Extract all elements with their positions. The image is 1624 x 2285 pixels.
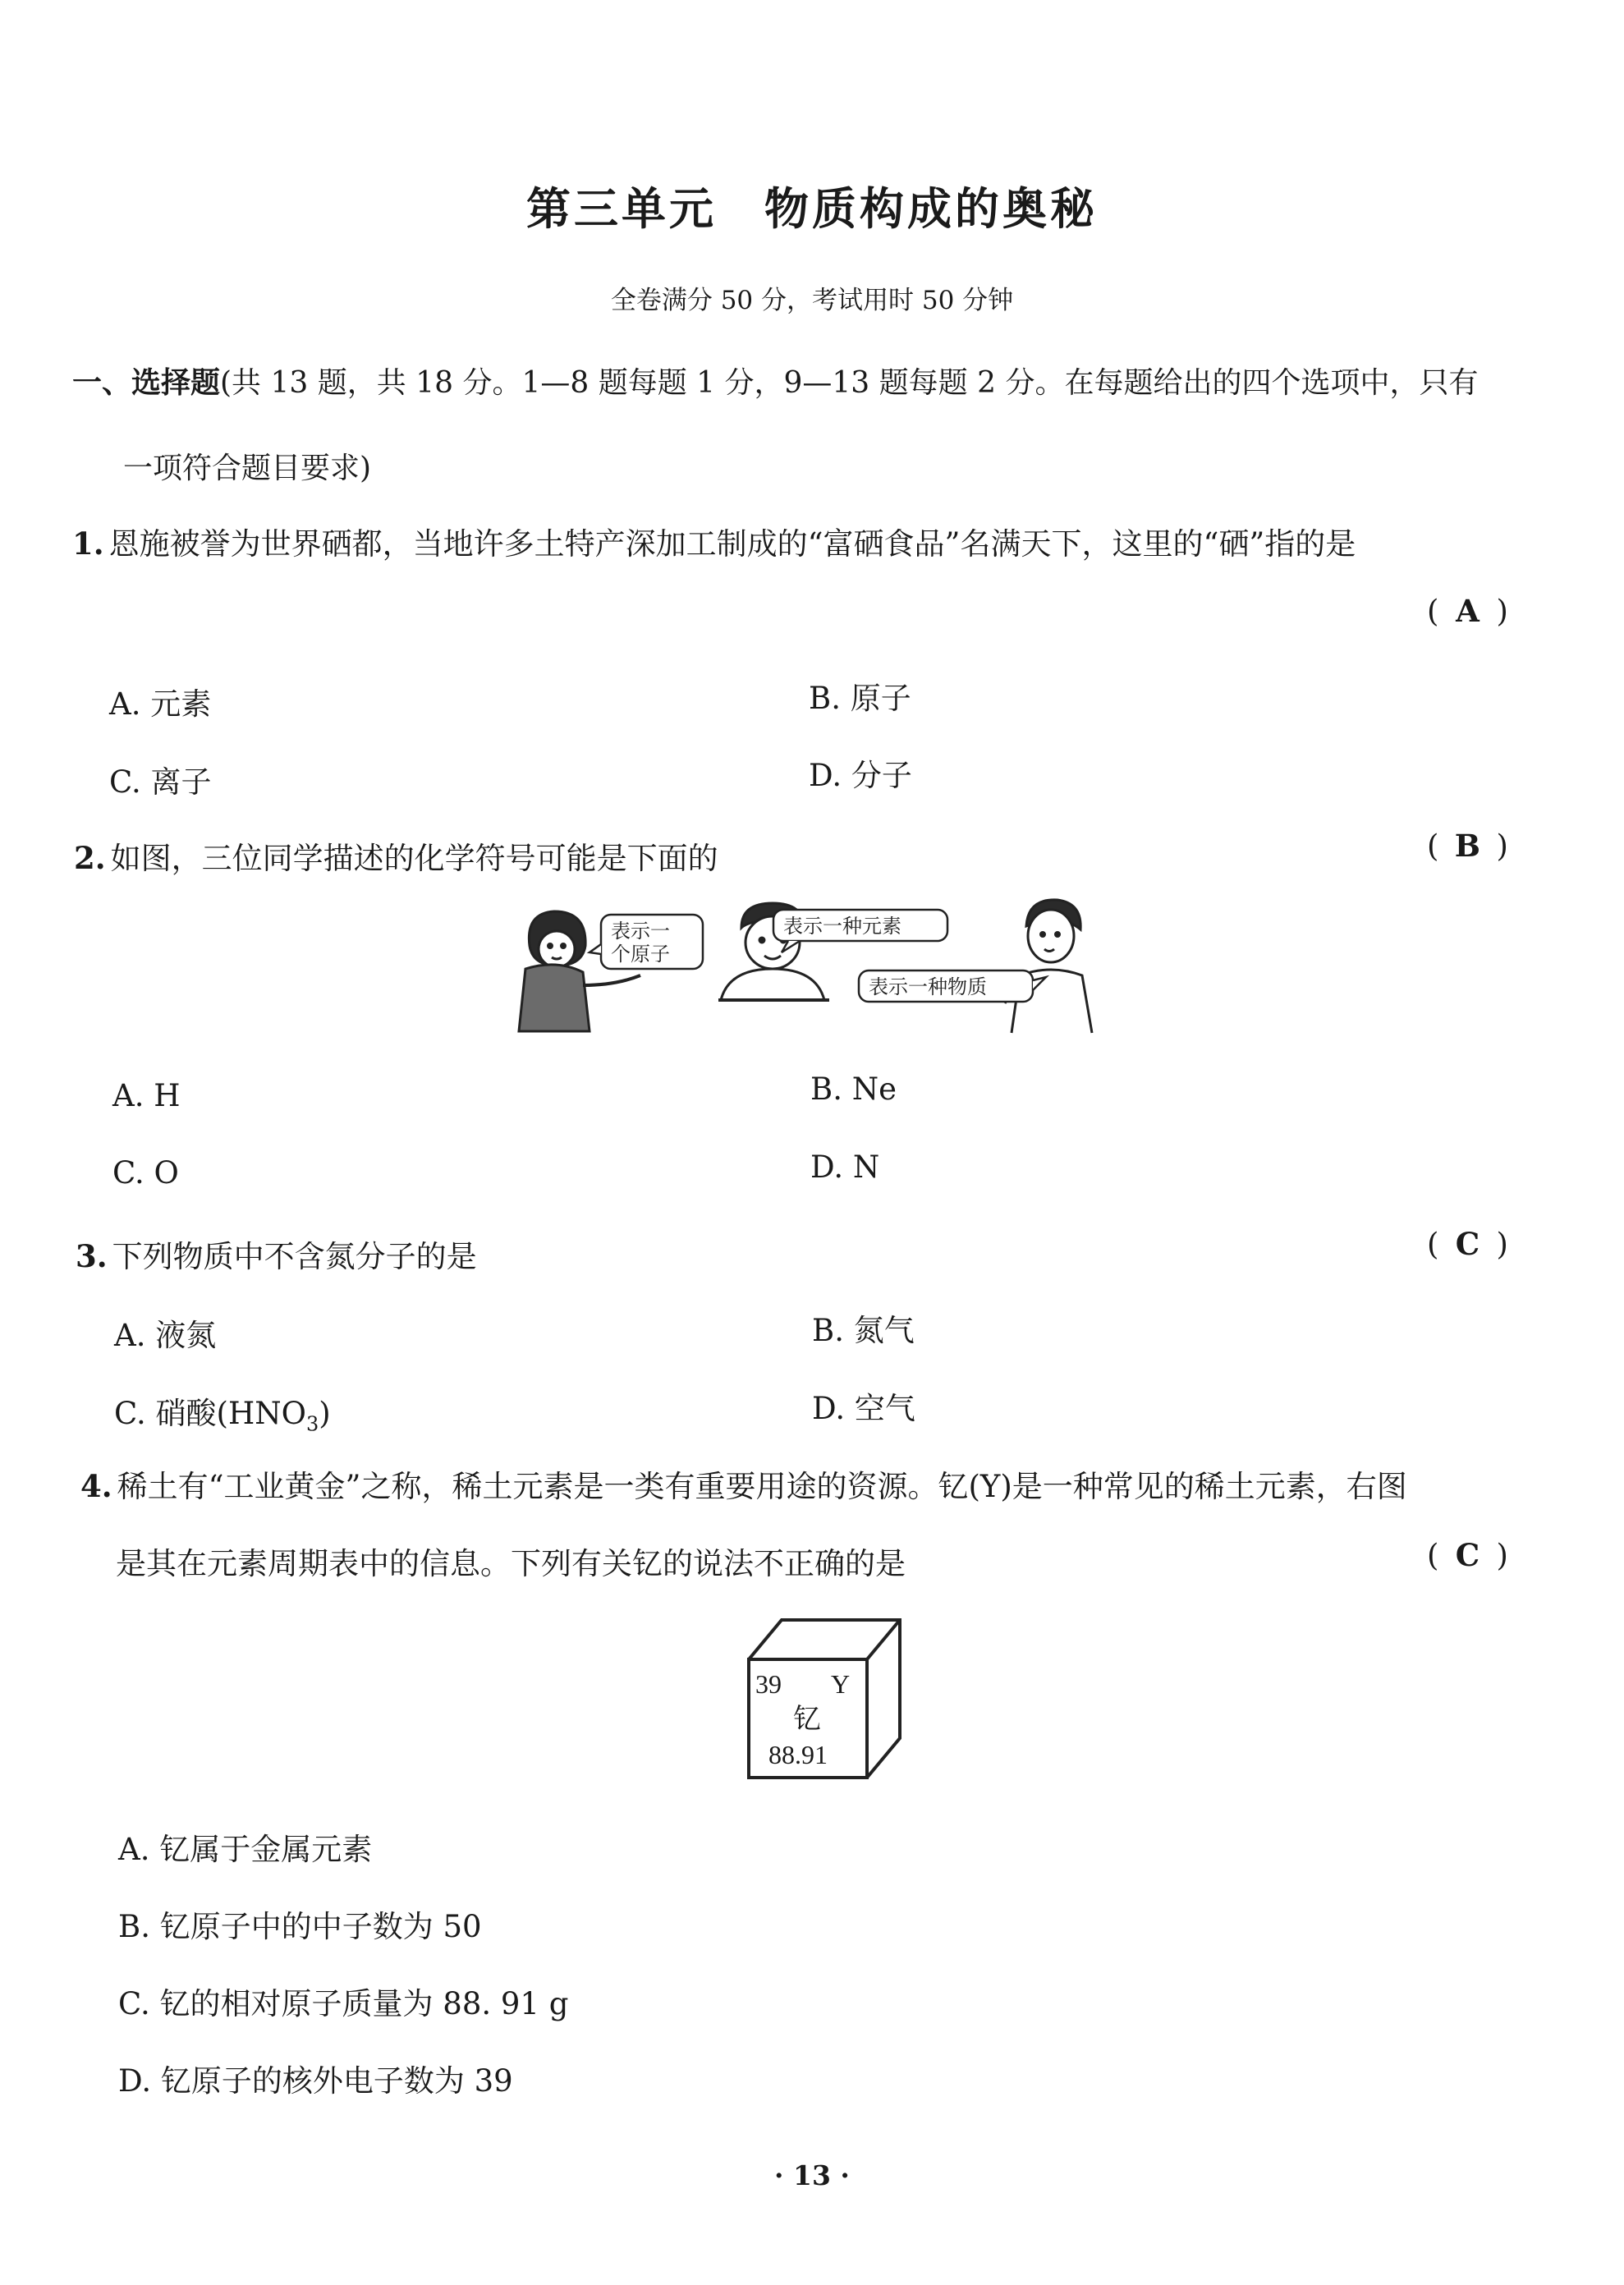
question-text: 恩施被誉为世界硒都，当地许多土特产深加工制成的“富硒食品”名满天下，这里的“硒”指的是	[108, 526, 1356, 562]
question-1-stem	[72, 519, 1356, 563]
option-text: C. 硝酸(HNO	[114, 1396, 306, 1431]
q4-option-b: B. 钇原子中的中子数为 50	[118, 1909, 482, 1944]
q2-option-c: C. O	[112, 1155, 179, 1191]
bubble-2-text: 表示一种元素	[783, 915, 901, 938]
question-4-answer: ( C )	[1427, 1537, 1508, 1573]
q2-option-a: A. H	[112, 1078, 181, 1113]
section-label: 一、选择题	[72, 365, 221, 400]
q2-option-b: B. Ne	[810, 1071, 897, 1107]
child-boy-standing-icon	[1005, 900, 1092, 1033]
atomic-number: 39	[755, 1669, 782, 1699]
question-1-answer: ( A )	[1427, 593, 1508, 629]
section-instruction-1: (共 13 题，共 18 分。1—8 题每题 1 分，9—13 题每题 2 分。在每题给出的四个选项中，只有	[220, 366, 1479, 400]
atomic-mass: 88.91	[768, 1740, 828, 1769]
question-2-answer: ( B )	[1427, 828, 1508, 864]
title-topic: 物质构成的奥秘	[764, 182, 1098, 235]
bubble-1-line-1: 表示一	[611, 920, 670, 943]
exam-info: 全卷满分 50 分，考试用时 50 分钟	[610, 286, 1014, 315]
q1-option-c: C. 离子	[109, 764, 212, 800]
answer-letter: B	[1454, 828, 1481, 864]
answer-letter: A	[1456, 593, 1479, 629]
question-4-stem-line-1	[80, 1461, 1407, 1506]
bubble-1-line-2: 个原子	[611, 943, 670, 966]
subscript: 3	[305, 1412, 319, 1436]
section-instruction-2: 一项符合题目要求)	[123, 452, 372, 485]
q4-option-d: D. 钇原子的核外电子数为 39	[118, 2063, 513, 2099]
bubble-3-text: 表示一种物质	[869, 975, 987, 998]
q3-option-b: B. 氮气	[812, 1313, 915, 1348]
element-symbol: Y	[831, 1669, 851, 1699]
question-number: 2.	[74, 840, 106, 876]
answer-letter: C	[1455, 1226, 1480, 1262]
question-number: 1.	[72, 525, 104, 562]
section-heading	[72, 360, 1478, 401]
q2-option-d: D. N	[810, 1149, 880, 1185]
question-3-answer: ( C )	[1427, 1226, 1508, 1262]
q1-option-b: B. 原子	[809, 681, 911, 716]
page-number: · 13 ·	[774, 2159, 850, 2191]
q3-option-d: D. 空气	[812, 1391, 915, 1426]
element-name: 钇	[793, 1703, 821, 1736]
answer-letter: C	[1455, 1537, 1480, 1573]
close-paren: )	[319, 1396, 331, 1431]
question-number: 3.	[76, 1238, 108, 1274]
page-title	[0, 174, 1624, 237]
question-number: 4.	[80, 1468, 112, 1504]
q1-option-d: D. 分子	[809, 758, 912, 793]
q3-option-c	[114, 1388, 331, 1435]
q4-option-c: C. 钇的相对原子质量为 88. 91 g	[118, 1986, 569, 2021]
question-2-stem	[74, 833, 718, 878]
q1-option-a: A. 元素	[109, 686, 212, 722]
question-text: 如图，三位同学描述的化学符号可能是下面的	[110, 841, 718, 876]
question-3-stem	[76, 1232, 477, 1276]
question-text: 下列物质中不含氮分子的是	[112, 1239, 477, 1274]
q2-figure	[509, 895, 1117, 1035]
title-unit: 第三单元	[526, 182, 717, 235]
question-text: 稀土有“工业黄金”之称，稀土元素是一类有重要用途的资源。钇(Y)是一种常见的稀土元素，右图	[117, 1469, 1407, 1504]
element-card	[739, 1613, 911, 1786]
question-4-stem-line-2: 是其在元素周期表中的信息。下列有关钇的说法不正确的是	[116, 1546, 906, 1581]
q4-option-a: A. 钇属于金属元素	[118, 1832, 373, 1867]
q3-option-a: A. 液氮	[114, 1318, 217, 1353]
